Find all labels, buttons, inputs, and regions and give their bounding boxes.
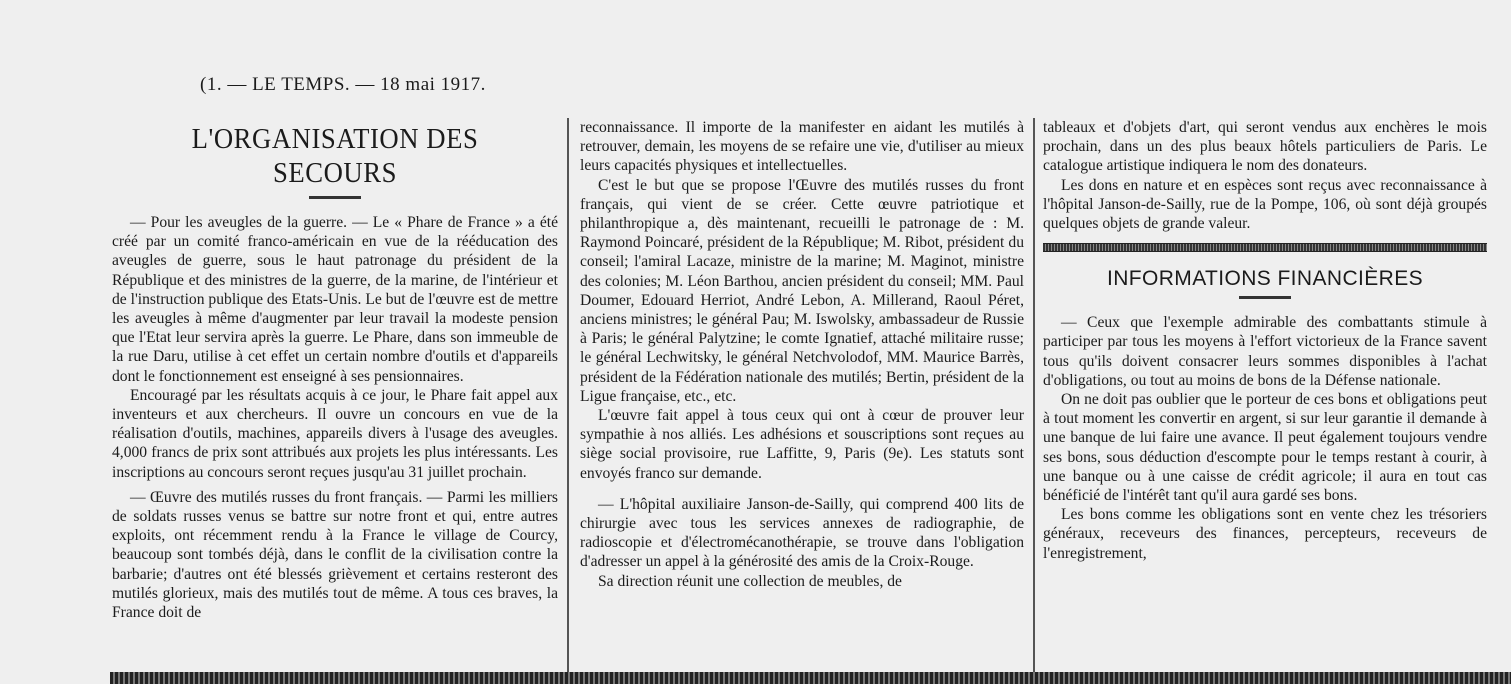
article-hopital-p4: Les dons en nature et en espèces sont reçus avec reconnaissance à l'hôpital Janson-de-Sailly, rue de la Pompe, 106, où sont déjà groupés quelques objets de grande valeur. xyxy=(1043,176,1487,233)
heading-rule-financieres xyxy=(1239,296,1291,299)
section-divider-rule xyxy=(1043,243,1487,252)
column-2 xyxy=(580,118,1024,591)
article-aveugles-p2: Encouragé par les résultats acquis à ce jour, le Phare fait appel aux inventeurs et aux chercheurs. Il ouvre un concours en vue de la réalisation d'outils, machines, appareils divers à l'usage des aveugles. 4,000 francs de prix sont attribués aux projets les plus intéressants. Les inscriptions au concours seront reçues jusqu'au 31 juillet prochain. xyxy=(112,386,558,481)
article-aveugles-p1: — Pour les aveugles de la guerre. — Le « Phare de France » a été créé par un comité franco-américain en vue de la rééducation des aveugles de guerre, sous le haut patronage du président de la République et des ministres de la guerre, de la marine, de l'intérieur et de l'instruction publique des Etats-Unis. Le but de l'œuvre est de mettre les aveugles à même d'augmenter par leur travail la modeste pension que l'Etat leur servira après la guerre. Le Phare, dans son immeuble de la rue Daru, utilise à cet effet un certain nombre d'outils et d'appareils dont le fonctionnement est enseigné à ses pensionnaires. xyxy=(112,214,558,385)
article-hopital-p1: — L'hôpital auxiliaire Janson-de-Sailly, qui comprend 400 lits de chirurgie avec tous les services annexes de radiographie, de radioscopie et d'électromécanothérapie, se trouve dans l'obligation d'adresser un appel à la générosité des amis de la Croix-Rouge. xyxy=(580,495,1024,571)
article-finances-p2: On ne doit pas oublier que le porteur de ces bons et obligations peut à tout moment les convertir en argent, si sur leur garantie il demande à une banque de lui faire une avance. Il peut également toujours vendre ses bons, sous déduction d'escompte pour le temps restant à courir, à une banque ou à une caisse de crédit agricole; il aura en tout cas bénéficié de l'intérêt tant qu'il aura gardé ses bons. xyxy=(1043,391,1487,505)
section-heading-financieres: INFORMATIONS FINANCIÈRES xyxy=(1106,267,1424,291)
section-heading-secours: L'ORGANISATION DES SECOURS xyxy=(191,123,479,189)
running-head: (1. — LE TEMPS. — 18 mai 1917. xyxy=(200,74,486,95)
column-rule-2 xyxy=(1033,118,1035,672)
article-finances-p1: — Ceux que l'exemple admirable des combattants stimule à participer par tous les moyens à l'effort victorieux de la France savent tous qu'ils doivent consacrer leurs sommes disponibles à l'achat d'obligations, ou tout au moins de bons de la Défense nationale. xyxy=(1043,314,1487,389)
article-mutiles-p3: C'est le but que se propose l'Œuvre des mutilés russes du front français, qui vient de se créer. Cette œuvre patriotique et philanthropique a, dès maintenant, recueilli le patronage de : M. Raymond Poincaré, président de la République; M. Ribot, président du conseil; l'amiral Lacaze, ministre de la marine; M. Maginot, ministre des colonies; M. Léon Barthou, ancien président du conseil; MM. Paul Doumer, Edouard Herriot, André Lebon, A. Millerand, Raoul Péret, anciens ministres; le général Pau; M. Iswolsky, ambassadeur de Russie à Paris; le général Palytzine; le comte Ignatief, attaché militaire russe; le général Lechwitsky, le général Netchvolodof, MM. Maurice Barrès, président de la Fédération nationale des mutilés; Bertin, président de la Ligue française, etc., etc. xyxy=(580,176,1024,405)
article-hopital-p3: tableaux et d'objets d'art, qui seront vendus aux enchères le mois prochain, dans un des plus beaux hôtels particuliers de Paris. Le catalogue artistique indiquera le nom des donateurs. xyxy=(1043,119,1487,175)
article-mutiles-p2: reconnaissance. Il importe de la manifester en aidant les mutilés à retrouver, demain, les moyens de se refaire une vie, d'utiliser au mieux leurs capacités physiques et intellectuelles. xyxy=(580,119,1024,175)
article-finances-p3: Les bons comme les obligations sont en vente chez les trésoriers généraux, receveurs des finances, percepteurs, receveurs de l'enregistrement, xyxy=(1043,506,1487,562)
article-mutiles-p4: L'œuvre fait appel à tous ceux qui ont à cœur de prouver leur sympathie à nos alliés. Les adhésions et souscriptions sont reçues au siège social provisoire, rue Laffitte, 9, Paris (9e). Les statuts sont envoyés franco sur demande. xyxy=(580,407,1024,482)
heading-rule xyxy=(309,196,361,199)
column-1 xyxy=(112,118,558,622)
column-rule-1 xyxy=(567,118,569,672)
column-3 xyxy=(1043,118,1487,563)
paragraph-separator xyxy=(580,483,1024,495)
article-hopital-p2: Sa direction réunit une collection de meubles, de xyxy=(598,572,902,590)
bottom-rule xyxy=(110,672,1511,684)
article-mutiles-p1: — Œuvre des mutilés russes du front français. — Parmi les milliers de soldats russes venus se battre sur notre front et qui, entre autres exploits, ont récemment rendu à la France le village de Courcy, beaucoup sont tombés déjà, dans le conflit de la civilisation contre la barbarie; d'autres ont été blessés grièvement et certains resteront des mutilés glorieux, mais des mutilés tout de même. A tous ces braves, la France doit de xyxy=(112,488,558,622)
